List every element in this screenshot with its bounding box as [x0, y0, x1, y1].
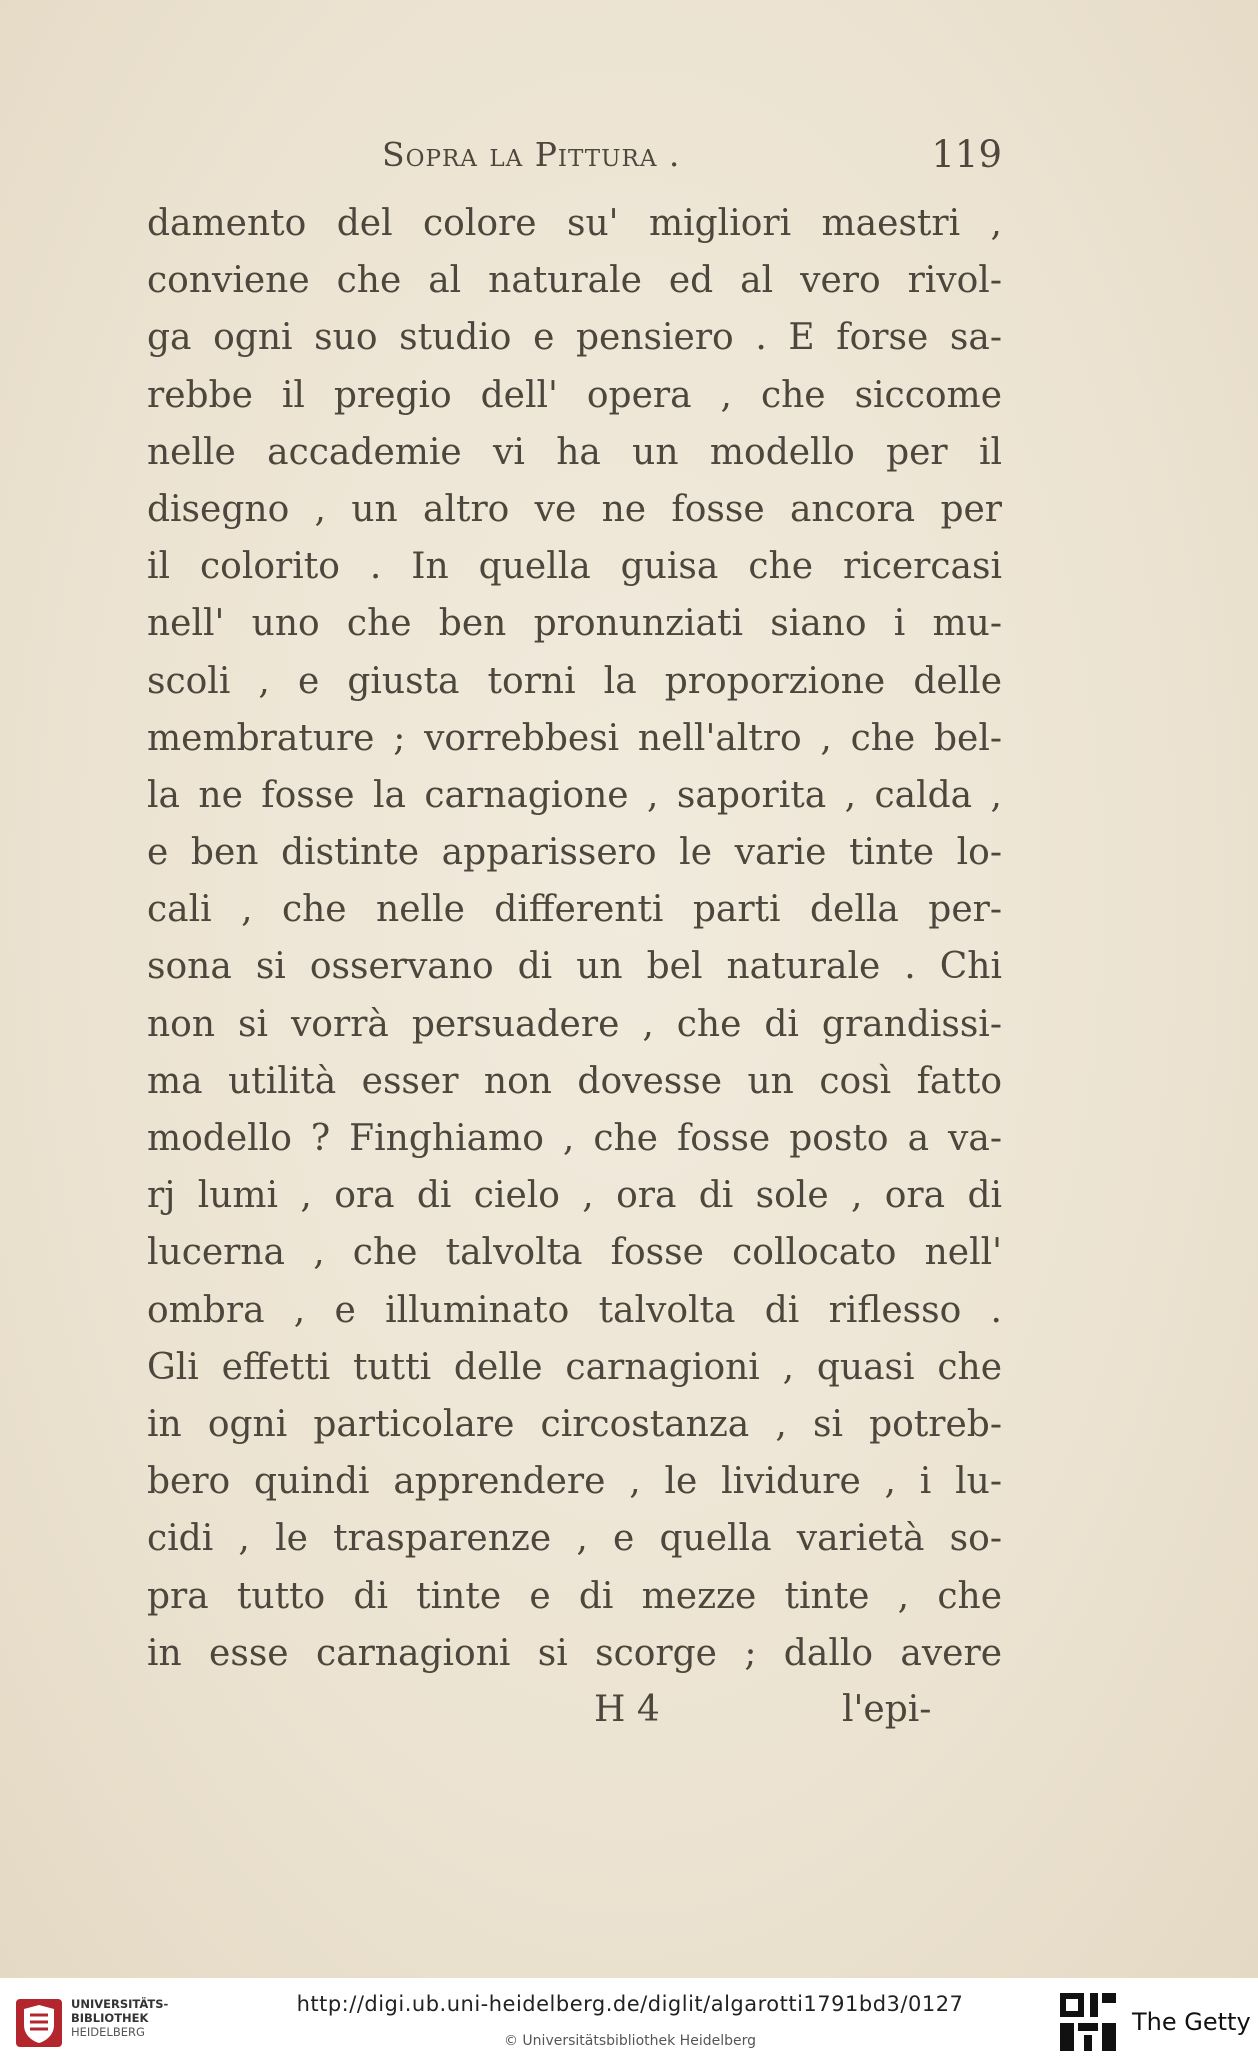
text-line: nell' uno che ben pronunziati siano i mu- — [147, 603, 1002, 645]
university-library-logo[interactable] — [14, 1995, 204, 2053]
digital-library-bar — [0, 1978, 1258, 2068]
text-line: ma utilità esser non dovesse un così fatto — [147, 1060, 1002, 1102]
library-name-line-1: UNIVERSITÄTS- — [71, 1997, 169, 2011]
getty-logo-icon — [1058, 1991, 1118, 2053]
page-number: 119 — [931, 133, 1002, 176]
text-line: sona si osservano di un bel naturale . Chi — [147, 946, 1002, 988]
text-line: il colorito . In quella guisa che ricercasi — [147, 546, 1002, 588]
source-url-link[interactable]: http://digi.ub.uni-heidelberg.de/diglit/algarotti1791bd3/0127 — [296, 1992, 964, 2016]
text-line: bero quindi apprendere , le lividure , i lu- — [147, 1461, 1002, 1503]
copyright-notice: © Universitätsbibliothek Heidelberg — [503, 2033, 756, 2049]
body-text — [147, 195, 1002, 1682]
page-header — [382, 132, 1002, 178]
text-line: in esse carnagioni si scorge ; dallo avere — [147, 1632, 1002, 1674]
text-line: rj lumi , ora di cielo , ora di sole , ora di — [147, 1175, 1002, 1217]
text-line: in ogni particolare circostanza , si potreb- — [147, 1403, 1002, 1445]
running-title: Sopra la Pittura . — [382, 135, 681, 174]
text-line: ombra , e illuminato talvolta di riflesso . — [147, 1289, 1002, 1331]
text-line: membrature ; vorrebbesi nell'altro , che bel- — [147, 717, 1002, 759]
text-line: lucerna , che talvolta fosse collocato nell' — [147, 1232, 1002, 1274]
text-line: e ben distinte apparissero le varie tinte lo- — [147, 832, 1002, 874]
getty-label[interactable]: The Getty — [1132, 2008, 1251, 2036]
text-line: pra tutto di tinte e di mezze tinte , che — [147, 1575, 1002, 1617]
text-line: modello ? Finghiamo , che fosse posto a va- — [147, 1118, 1002, 1159]
text-line: rebbe il pregio dell' opera , che siccome — [147, 374, 1002, 416]
library-name-line-2: BIBLIOTHEK — [71, 2011, 149, 2025]
catchword: l'epi- — [842, 1689, 932, 1730]
text-line: nelle accademie vi ha un modello per il — [147, 431, 1002, 473]
text-line: Gli effetti tutti delle carnagioni , quasi che — [147, 1346, 1002, 1388]
signature-mark: H 4 — [594, 1689, 660, 1730]
text-line: disegno , un altro ve ne fosse ancora per — [147, 488, 1002, 530]
page-footer — [594, 1684, 974, 1736]
text-line: la ne fosse la carnagione , saporita , calda , — [147, 774, 1002, 816]
text-line: cali , che nelle differenti parti della per- — [147, 889, 1002, 931]
library-name-line-3: HEIDELBERG — [71, 2025, 145, 2039]
text-line: damento del colore su' migliori maestri , — [147, 203, 1002, 244]
text-line: non si vorrà persuadere , che di grandissi- — [147, 1003, 1002, 1045]
university-seal-icon — [14, 1997, 64, 2049]
text-line: ga ogni suo studio e pensiero . E forse sa- — [147, 317, 1002, 359]
text-line: scoli , e giusta torni la proporzione delle — [147, 660, 1002, 702]
library-name — [71, 1997, 168, 2039]
text-line: cidi , le trasparenze , e quella varietà so- — [147, 1518, 1002, 1560]
text-line: conviene che al naturale ed al vero rivol- — [147, 260, 1002, 302]
